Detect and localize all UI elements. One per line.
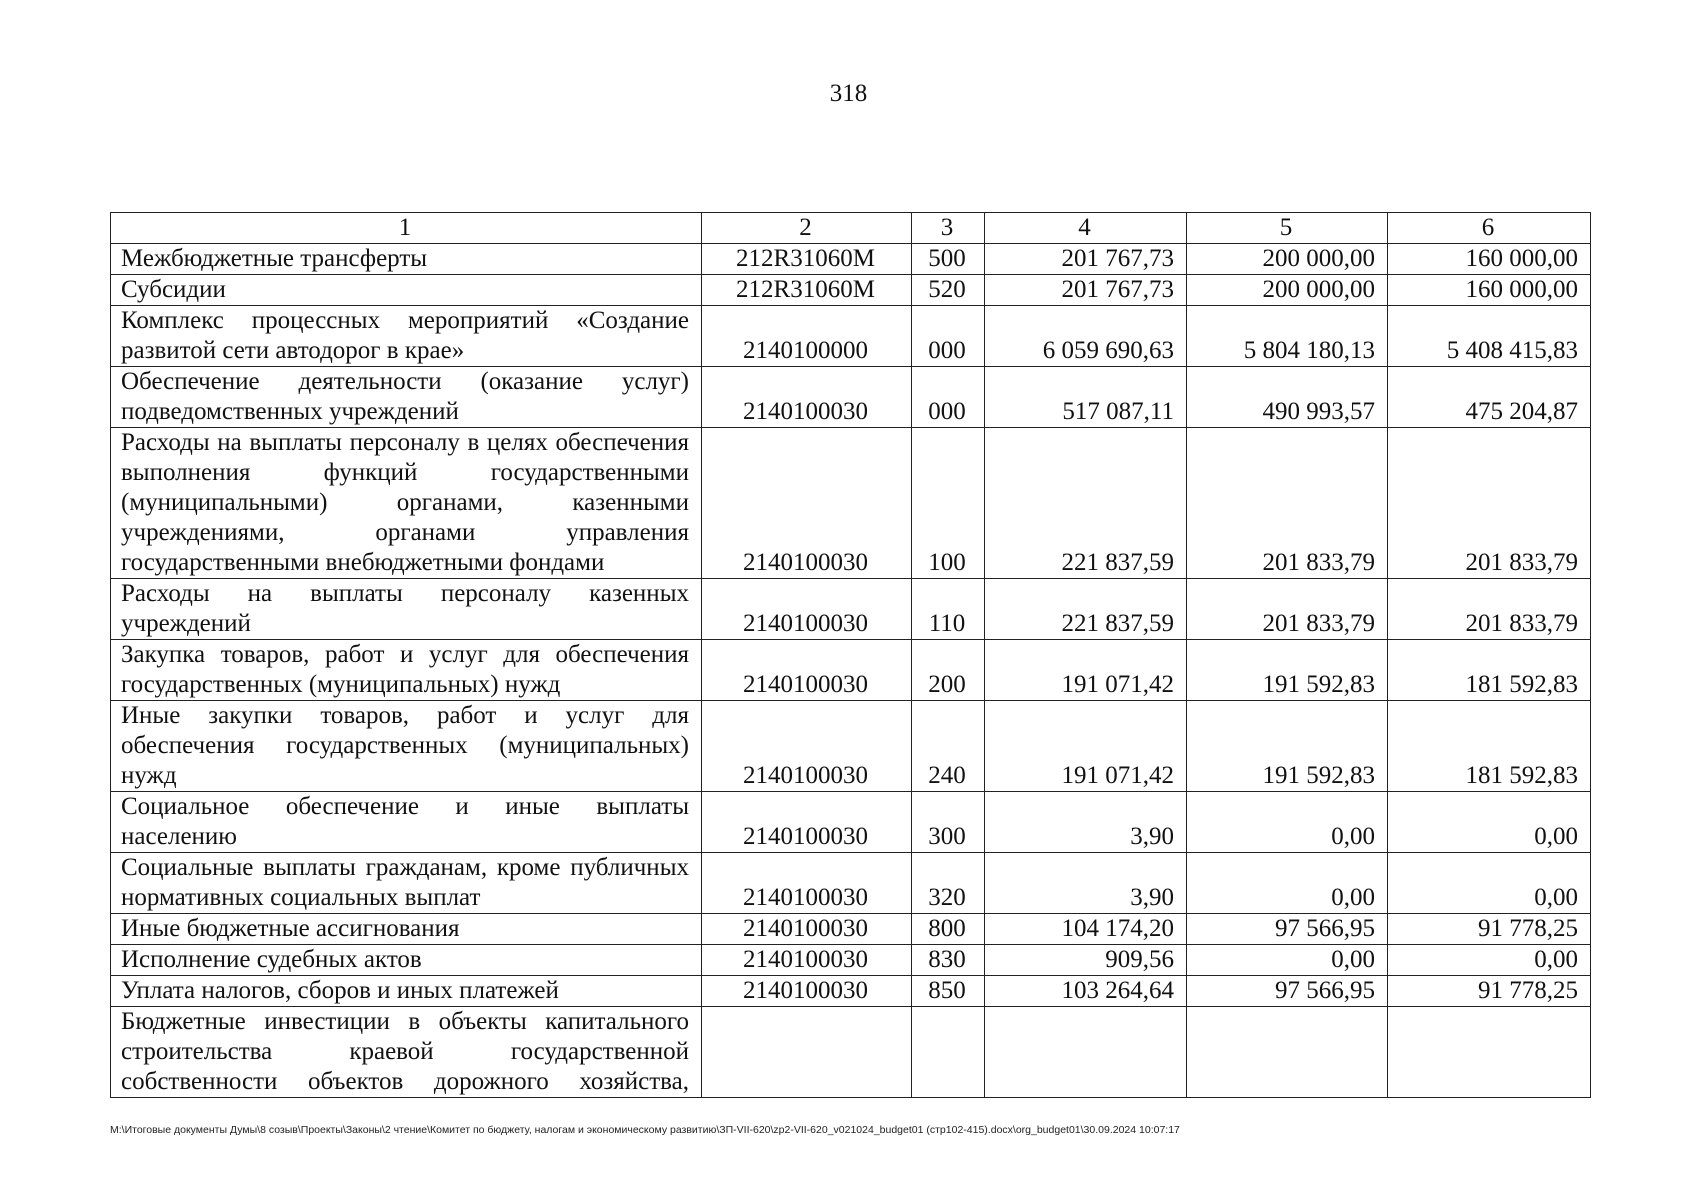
column-header: 5	[1187, 213, 1388, 244]
row-code: 2140100030	[702, 701, 912, 792]
row-value-5: 201 833,79	[1187, 428, 1388, 579]
row-value-6: 201 833,79	[1388, 428, 1591, 579]
row-value-5: 200 000,00	[1187, 244, 1388, 275]
row-code: 2140100030	[702, 640, 912, 701]
row-name: Расходы на выплаты персоналу в целях обеспечения выполнения функций государственными (муниципальными) органами, казенными учреждениями, органами управления государственными внебюджетными фондами	[111, 428, 702, 579]
row-name: Субсидии	[111, 275, 702, 306]
row-code: 2140100030	[702, 976, 912, 1007]
row-kind: 240	[912, 701, 985, 792]
row-value-6: 160 000,00	[1388, 244, 1591, 275]
row-value-5: 97 566,95	[1187, 914, 1388, 945]
row-name: Социальные выплаты гражданам, кроме публичных нормативных социальных выплат	[111, 853, 702, 914]
row-code: 2140100000	[702, 306, 912, 367]
row-kind: 000	[912, 306, 985, 367]
row-value-6: 91 778,25	[1388, 914, 1591, 945]
row-kind: 500	[912, 244, 985, 275]
row-code: 2140100030	[702, 428, 912, 579]
row-value-4: 517 087,11	[985, 367, 1187, 428]
page-number: 318	[829, 80, 868, 107]
row-code: 212R31060M	[702, 275, 912, 306]
row-kind: 800	[912, 914, 985, 945]
row-value-6	[1388, 1007, 1591, 1098]
row-value-6: 5 408 415,83	[1388, 306, 1591, 367]
row-value-4: 201 767,73	[985, 244, 1187, 275]
row-code: 2140100030	[702, 579, 912, 640]
row-kind: 830	[912, 945, 985, 976]
row-code	[702, 1007, 912, 1098]
row-value-6: 0,00	[1388, 853, 1591, 914]
row-code: 2140100030	[702, 914, 912, 945]
row-name: Иные бюджетные ассигнования	[111, 914, 702, 945]
row-name: Расходы на выплаты персоналу казенных учреждений	[111, 579, 702, 640]
table-row	[111, 792, 1591, 853]
row-value-5: 191 592,83	[1187, 701, 1388, 792]
row-value-5: 200 000,00	[1187, 275, 1388, 306]
table-row	[111, 945, 1591, 976]
row-value-6: 0,00	[1388, 945, 1591, 976]
table-row	[111, 244, 1591, 275]
row-name: Комплекс процессных мероприятий «Создание развитой сети автодорог в крае»	[111, 306, 702, 367]
row-name: Социальное обеспечение и иные выплаты населению	[111, 792, 702, 853]
column-header: 6	[1388, 213, 1591, 244]
column-header: 2	[702, 213, 912, 244]
table-row	[111, 1007, 1591, 1098]
table-row	[111, 367, 1591, 428]
row-value-6: 0,00	[1388, 792, 1591, 853]
row-name: Бюджетные инвестиции в объекты капитального строительства краевой государственной собственности объектов дорожного хозяйства,	[111, 1007, 702, 1098]
table-row	[111, 701, 1591, 792]
row-kind: 110	[912, 579, 985, 640]
column-header: 1	[111, 213, 702, 244]
column-header: 3	[912, 213, 985, 244]
table-row	[111, 976, 1591, 1007]
row-value-4: 201 767,73	[985, 275, 1187, 306]
row-value-4: 3,90	[985, 792, 1187, 853]
row-value-4: 909,56	[985, 945, 1187, 976]
row-value-4: 221 837,59	[985, 579, 1187, 640]
row-value-4: 3,90	[985, 853, 1187, 914]
row-value-4: 191 071,42	[985, 640, 1187, 701]
row-kind: 300	[912, 792, 985, 853]
row-code: 212R31060M	[702, 244, 912, 275]
row-value-6: 181 592,83	[1388, 640, 1591, 701]
row-kind: 100	[912, 428, 985, 579]
column-header: 4	[985, 213, 1187, 244]
budget-table	[110, 212, 1591, 1098]
row-value-6: 475 204,87	[1388, 367, 1591, 428]
row-code: 2140100030	[702, 853, 912, 914]
row-name: Закупка товаров, работ и услуг для обеспечения государственных (муниципальных) нужд	[111, 640, 702, 701]
row-value-4: 221 837,59	[985, 428, 1187, 579]
row-value-4: 104 174,20	[985, 914, 1187, 945]
table-row	[111, 579, 1591, 640]
row-value-5: 201 833,79	[1187, 579, 1388, 640]
row-name: Обеспечение деятельности (оказание услуг) подведомственных учреждений	[111, 367, 702, 428]
row-code: 2140100030	[702, 367, 912, 428]
document-file-path: M:\Итоговые документы Думы\8 созыв\Проекты\Законы\2 чтение\Комитет по бюджету, налогам и экономическому развитию\ЗП-VII-620\zp2-VII-620_v021024_budget01 (стр102-415).docx\org_budget01\30.09.2024 10:07:17	[110, 1124, 1180, 1136]
table-row	[111, 306, 1591, 367]
row-value-4	[985, 1007, 1187, 1098]
row-value-6: 201 833,79	[1388, 579, 1591, 640]
row-name: Исполнение судебных актов	[111, 945, 702, 976]
row-kind: 000	[912, 367, 985, 428]
row-value-6: 181 592,83	[1388, 701, 1591, 792]
row-name: Иные закупки товаров, работ и услуг для обеспечения государственных (муниципальных) нужд	[111, 701, 702, 792]
row-name: Межбюджетные трансферты	[111, 244, 702, 275]
row-value-5: 0,00	[1187, 945, 1388, 976]
row-name: Уплата налогов, сборов и иных платежей	[111, 976, 702, 1007]
row-value-5: 0,00	[1187, 853, 1388, 914]
row-value-4: 103 264,64	[985, 976, 1187, 1007]
row-kind	[912, 1007, 985, 1098]
row-kind: 320	[912, 853, 985, 914]
table-row	[111, 914, 1591, 945]
row-value-5: 0,00	[1187, 792, 1388, 853]
table-row	[111, 428, 1591, 579]
row-value-5: 97 566,95	[1187, 976, 1388, 1007]
table-header-row	[111, 213, 1591, 244]
row-value-4: 191 071,42	[985, 701, 1187, 792]
row-value-5	[1187, 1007, 1388, 1098]
table-row	[111, 640, 1591, 701]
row-value-5: 5 804 180,13	[1187, 306, 1388, 367]
row-code: 2140100030	[702, 792, 912, 853]
row-kind: 200	[912, 640, 985, 701]
row-value-6: 91 778,25	[1388, 976, 1591, 1007]
row-kind: 850	[912, 976, 985, 1007]
row-value-5: 191 592,83	[1187, 640, 1388, 701]
row-value-4: 6 059 690,63	[985, 306, 1187, 367]
row-value-6: 160 000,00	[1388, 275, 1591, 306]
row-kind: 520	[912, 275, 985, 306]
row-code: 2140100030	[702, 945, 912, 976]
table-row	[111, 275, 1591, 306]
row-value-5: 490 993,57	[1187, 367, 1388, 428]
table-row	[111, 853, 1591, 914]
